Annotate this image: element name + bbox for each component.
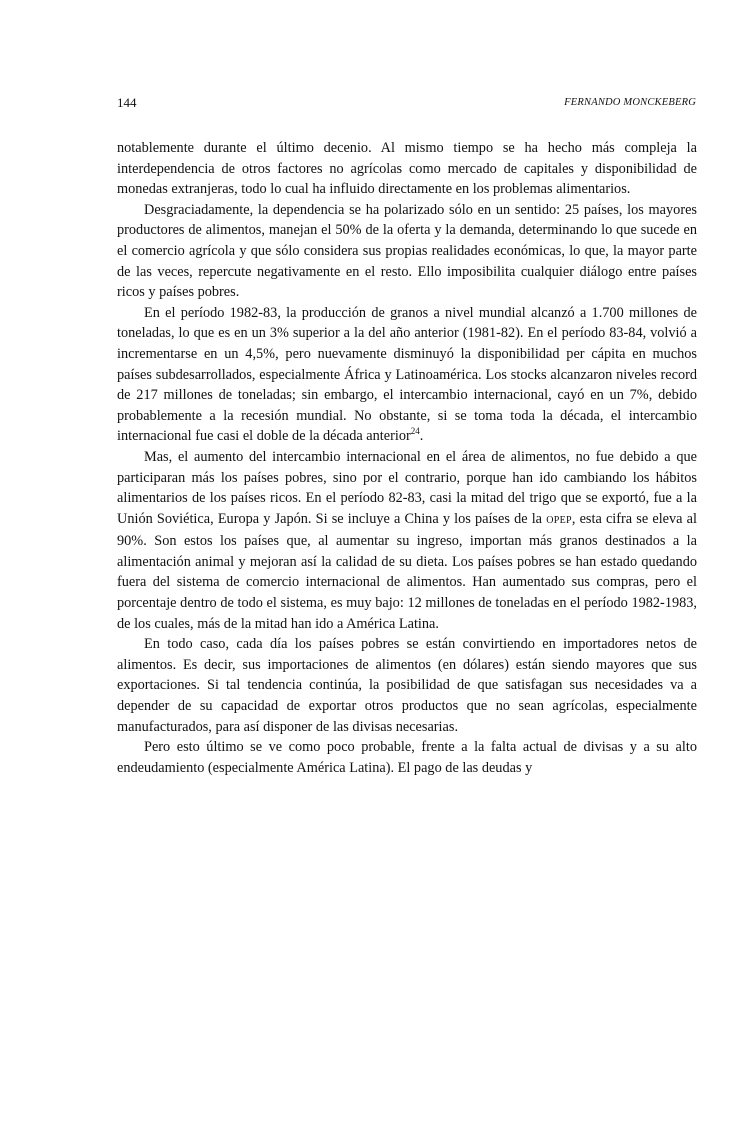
paragraph-1: notablemente durante el último decenio. Al mismo tiempo se ha hecho más compleja la interdependencia de otros factores no agrícolas como mercado de capitales y disponibilidad de monedas extranjeras, todo lo cual ha influido directamente en los problemas alimentarios. <box>117 140 697 198</box>
page-number: 144 <box>117 95 137 110</box>
paragraph-4-text-before: Mas, el aumento del intercambio internacional en el área de alimentos, no fue debido a que participaran más los países pobres, sino por el contrario, porque han ido cambiando los hábitos alimentarios de los países ricos. En el período 82-83, casi la mitad del trigo que se exportó, fue a la Unión Soviética, Europa y Japón. Si se incluye a China y los países de la <box>117 448 697 527</box>
body-text <box>117 138 697 778</box>
paragraph-3 <box>117 303 697 447</box>
paragraph-5: En todo caso, cada día los países pobres se están convirtiendo en importadores netos de alimentos. Es decir, sus importaciones de alimentos (en dólares) están siendo mayores que sus exportaciones. Si tal tendencia continúa, la posibilidad de que satisfagan sus necesidades va a depender de su capacidad de exportar otros productos que no sean agrícolas, especialmente manufacturados, para así disponer de las divisas necesarias. <box>117 636 697 735</box>
paragraph-6: Pero esto último se ve como poco probable, frente a la falta actual de divisas y a su alto endeudamiento (especialmente América Latina). El pago de las deudas y <box>117 739 697 776</box>
acronym-opep: OPEP <box>546 514 572 526</box>
paragraph-3-tail: . <box>419 428 424 445</box>
paragraph-4 <box>117 447 697 634</box>
paragraph-2: Desgraciadamente, la dependencia se ha polarizado sólo en un sentido: 25 países, los mayores productores de alimentos, manejan el 50% de la oferta y la demanda, determinando lo que sucede en el comercio agrícola y que sólo considera sus propias realidades económicas, lo que, la mayor parte de las veces, repercute negativamente en el resto. Ello imposibilita cualquier diálogo entre países ricos y países pobres. <box>117 201 697 301</box>
paragraph-4-text-after: , esta cifra se eleva al 90%. Son estos los países que, al aumentar su ingreso, importan más granos destinados a la alimentación animal y mejoran así la calidad de su dieta. Los países pobres se han estado quedando fuera del sistema de comercio internacional de alimentos. Han aumentado sus compras, pero el porcentaje dentro de todo el sistema, es muy bajo: 12 millones de toneladas en el período 1982-1983, de los cuales, más de la mitad han ido a América Latina. <box>117 510 697 632</box>
paragraph-3-text: En el período 1982-83, la producción de granos a nivel mundial alcanzó a 1.700 millones de toneladas, lo que es en un 3% superior a la del año anterior (1981-82). En el período 83-84, volvió a incrementarse en un 4,5%, pero nuevamente disminuyó la disponibilidad per cápita en muchos países subdesarrollados, especialmente África y Latinoamérica. Los stocks alcanzaron niveles record de 217 millones de toneladas; sin embargo, el intercambio internacional, cayó en un 7%, debido probablemente a la recesión mundial. No obstante, si se toma toda la década, el intercambio internacional fue casi el doble de la década anterior <box>117 304 697 445</box>
footnote-reference: 24 <box>410 426 420 437</box>
running-head: FERNANDO MONCKEBERG <box>564 97 696 108</box>
